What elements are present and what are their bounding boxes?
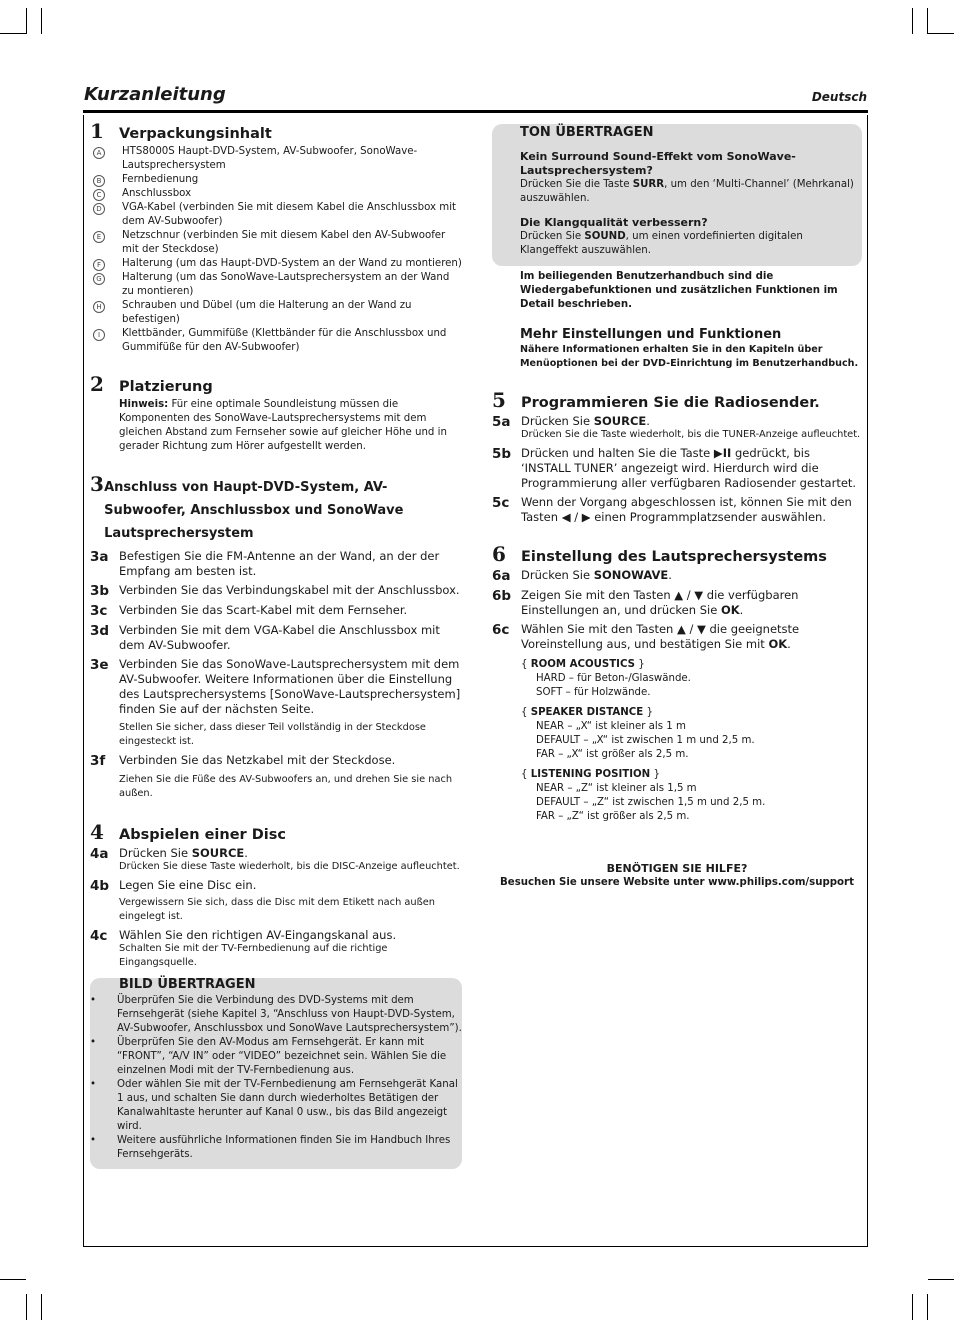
section-5-header xyxy=(492,388,862,412)
text: Wählen Sie mit den Tasten ▲ / ▼ die geeignetste Voreinstellung aus, und bestätigen Sie mit xyxy=(521,622,800,651)
step-number: 5c xyxy=(492,495,510,511)
step-number: 3e xyxy=(90,657,109,673)
placement-hint xyxy=(119,398,462,454)
text: , um den ‘Multi-Channel’ (Mehrkanal) auszuwählen. xyxy=(520,179,854,204)
step xyxy=(90,878,462,894)
picture-tips-list xyxy=(90,994,462,1162)
item-marker: C xyxy=(93,189,105,201)
option-name: ROOM ACOUSTICS xyxy=(530,659,635,670)
option-value: HARD – für Beton-/Glaswände. xyxy=(536,673,691,684)
section-1-header xyxy=(90,119,462,143)
step-note: Drücken Sie die Taste wiederholt, bis die TUNER-Anzeige aufleuchtet. xyxy=(521,429,861,440)
option-value: SOFT – für Holzwände. xyxy=(536,687,651,698)
list-item xyxy=(90,173,462,187)
step xyxy=(492,568,862,584)
step xyxy=(90,603,462,619)
section-number: 4 xyxy=(90,820,104,844)
section-title: Abspielen einer Disc xyxy=(119,827,286,843)
list-item xyxy=(90,327,462,355)
crop-mark xyxy=(927,8,928,34)
item-text: Anschlussbox xyxy=(122,188,192,199)
connection-steps xyxy=(90,549,462,801)
list-item xyxy=(90,257,462,271)
option-group xyxy=(521,658,862,700)
item-text: Überprüfen Sie die Verbindung des DVD-Systems mit dem Fernsehgerät (siehe Kapitel 3, “Anschluss von Haupt-DVD-System, AV-Subwoofer, Anschlussbox und SonoWave Lautsprechersystem”). xyxy=(117,995,462,1034)
key-label: SOUND xyxy=(584,231,626,242)
step-text xyxy=(521,446,862,491)
brace: { xyxy=(521,769,531,780)
question: Kein Surround Sound-Effekt vom SonoWave-Lautsprechersystem? xyxy=(520,150,796,177)
option-value: FAR – „Z“ ist größer als 2,5 m. xyxy=(536,811,690,822)
list-item xyxy=(90,1036,462,1078)
box-title: TON ÜBERTRAGEN xyxy=(520,125,654,140)
brace: { xyxy=(521,659,531,670)
step-text: Verbinden Sie das Verbindungskabel mit der Anschlussbox. xyxy=(119,583,460,597)
help-text: Besuchen Sie unsere Website unter www.philips.com/support xyxy=(500,877,854,888)
bullet: • xyxy=(90,995,97,1006)
step-number: 6b xyxy=(492,588,512,604)
option-value: FAR – „X“ ist größer als 2,5 m. xyxy=(536,749,689,760)
step-text: Wählen Sie den richtigen AV-Eingangskanal aus. xyxy=(119,928,397,942)
text: Zeigen Sie mit den Tasten ▲ / ▼ die verfügbaren Einstellungen an, und drücken Sie xyxy=(521,588,799,617)
item-marker: D xyxy=(93,203,105,215)
item-text: Schrauben und Dübel (um die Halterung an der Wand zu befestigen) xyxy=(122,300,412,325)
item-text: Halterung (um das Haupt-DVD-System an der Wand zu montieren) xyxy=(122,258,462,269)
step xyxy=(492,495,862,525)
key-label: SOURCE xyxy=(191,846,245,860)
option-value: NEAR – „X“ ist kleiner als 1 m xyxy=(536,721,686,732)
brace: } xyxy=(643,707,653,718)
item-marker: B xyxy=(93,175,105,187)
step-note: Vergewissern Sie sich, dass die Disc mit dem Etikett nach außen eingelegt ist. xyxy=(119,897,436,922)
option-name: LISTENING POSITION xyxy=(530,769,651,780)
step-number: 3d xyxy=(90,623,110,639)
step-note: Schalten Sie mit der TV-Fernbedienung auf die richtige Eingangsquelle. xyxy=(119,943,388,968)
text: , um einen vordefinierten digitalen Klangeffekt auszuwählen. xyxy=(520,231,803,256)
section-number: 5 xyxy=(492,388,506,412)
step-number: 3f xyxy=(90,753,106,769)
text: Drücken und halten Sie die Taste xyxy=(521,446,714,460)
item-text: VGA-Kabel (verbinden Sie mit diesem Kabel die Anschlussbox mit dem AV-Subwoofer) xyxy=(122,202,457,227)
hint-text: Für eine optimale Soundleistung müssen die Komponenten des SonoWave-Lautsprechersystems mit dem gleichen Abstand zum Fernseher sowie auf gleicher Höhe und in gerader Richtung zum Hörer aufgestellt werden. xyxy=(119,399,447,452)
brace: { xyxy=(521,707,531,718)
step-number: 3c xyxy=(90,603,108,619)
text: Drücken Sie xyxy=(119,846,192,860)
item-marker: H xyxy=(93,301,105,313)
step-text: Verbinden Sie das SonoWave-Lautsprechersystem mit dem AV-Subwoofer. Weitere Informationen über die Einstellung des Lautsprechersystems [SonoWave-Lautsprechersystem] finden Sie auf der nächsten Seite. xyxy=(119,657,461,716)
item-text: Überprüfen Sie den AV-Modus am Fernsehgerät. Er kann mit “FRONT”, “A/V IN” oder “VIDEO” bezeichnet sein. Wählen Sie die einzelnen Modi mit der TV-Fernbedienung aus. xyxy=(117,1037,447,1076)
section-number: 1 xyxy=(90,119,104,143)
crop-mark xyxy=(928,1279,954,1280)
option-group-title xyxy=(521,768,862,782)
step xyxy=(492,588,862,618)
item-marker: I xyxy=(93,329,105,341)
package-contents-list xyxy=(90,145,462,355)
text: Drücken Sie xyxy=(520,231,585,242)
more-settings-text: Nähere Informationen erhalten Sie in den Kapiteln über Menüoptionen bei der DVD-Einrichtung im Benutzerhandbuch. xyxy=(520,344,859,369)
crop-mark xyxy=(41,1294,42,1320)
list-item xyxy=(90,299,462,327)
option-value: DEFAULT – „Z“ ist zwischen 1,5 m und 2,5 m. xyxy=(536,797,766,808)
step-number: 5a xyxy=(492,414,511,430)
step xyxy=(90,753,462,769)
step-number: 5b xyxy=(492,446,512,462)
step-text xyxy=(521,568,672,584)
key-label: OK xyxy=(720,603,740,617)
step-text: Befestigen Sie die FM-Antenne an der Wand, an der der Empfang am besten ist. xyxy=(119,549,440,578)
section-3-header xyxy=(90,472,462,545)
crop-mark xyxy=(927,1294,928,1320)
option-group-title xyxy=(521,706,862,720)
section-title: Einstellung des Lautsprechersystems xyxy=(521,549,827,565)
item-text: Klettbänder, Gummifüße (Klettbänder für die Anschlussbox und Gummifüße für den AV-Subwoofer) xyxy=(122,328,447,353)
crop-mark xyxy=(0,1279,26,1280)
item-marker: A xyxy=(93,147,105,159)
item-text: Weitere ausführliche Informationen finden Sie im Handbuch Ihres Fernsehgeräts. xyxy=(117,1135,451,1160)
crop-mark xyxy=(0,33,26,34)
step-number: 4b xyxy=(90,878,110,894)
language-label: Deutsch xyxy=(811,90,867,104)
section-title: Verpackungsinhalt xyxy=(119,126,272,142)
step-number: 3a xyxy=(90,549,109,565)
list-item xyxy=(90,271,462,299)
list-item xyxy=(90,994,462,1036)
section-number: 6 xyxy=(492,542,506,566)
item-text: Fernbedienung xyxy=(122,174,199,185)
option-group-title xyxy=(521,658,862,672)
text: . xyxy=(646,414,650,428)
page-title: Kurzanleitung xyxy=(84,84,226,105)
text: Drücken Sie die Taste xyxy=(520,179,633,190)
sound-troubleshooting-box xyxy=(492,124,862,266)
option-value: NEAR – „Z“ ist kleiner als 1,5 m xyxy=(536,783,697,794)
manual-info: Im beiliegenden Benutzerhandbuch sind die Wiedergabefunktionen und zusätzlichen Funktionen im Detail beschrieben. xyxy=(520,271,838,310)
left-column xyxy=(90,119,462,1169)
section-title: Programmieren Sie die Radiosender. xyxy=(521,395,820,411)
step xyxy=(90,657,462,717)
step xyxy=(90,623,462,653)
list-item xyxy=(90,1078,462,1134)
list-item xyxy=(90,1134,462,1162)
item-text: HTS8000S Haupt-DVD-System, AV-Subwoofer, SonoWave-Lautsprechersystem xyxy=(122,146,418,171)
option-value: DEFAULT – „X“ ist zwischen 1 m und 2,5 m. xyxy=(536,735,755,746)
more-settings-title: Mehr Einstellungen und Funktionen xyxy=(520,327,782,342)
section-title: Anschluss von Haupt-DVD-System, AV-Subwoofer, Anschlussbox und SonoWave Lautsprechersystem xyxy=(104,480,404,541)
help-title: BENÖTIGEN SIE HILFE? xyxy=(606,862,748,875)
key-label: SURR xyxy=(632,179,665,190)
box-title: BILD ÜBERTRAGEN xyxy=(119,977,256,992)
step-number: 3b xyxy=(90,583,110,599)
text: Drücken Sie xyxy=(521,414,594,428)
question: Die Klangqualität verbessern? xyxy=(520,216,708,229)
list-item xyxy=(90,187,462,201)
item-text: Netzschnur (verbinden Sie mit diesem Kabel den AV-Subwoofer mit der Steckdose) xyxy=(122,230,446,255)
hint-label: Hinweis: xyxy=(119,399,169,410)
step-note: Ziehen Sie die Füße des AV-Subwoofers an, und drehen Sie sie nach außen. xyxy=(119,774,453,799)
text: . xyxy=(787,637,791,651)
step-number: 4a xyxy=(90,846,109,862)
option-name: SPEAKER DISTANCE xyxy=(530,707,644,718)
section-number: 2 xyxy=(90,372,104,396)
item-text: Halterung (um das SonoWave-Lautsprechersystem an der Wand zu montieren) xyxy=(122,272,450,297)
step xyxy=(90,583,462,599)
list-item xyxy=(90,201,462,229)
crop-mark xyxy=(912,1294,913,1320)
step-number: 6c xyxy=(492,622,510,638)
crop-mark xyxy=(41,8,42,34)
key-label: SOURCE xyxy=(593,414,647,428)
brace: } xyxy=(650,769,660,780)
item-marker: G xyxy=(93,273,105,285)
bullet: • xyxy=(90,1135,97,1146)
option-group xyxy=(521,768,862,824)
option-group xyxy=(521,706,862,762)
step-text: Wenn der Vorgang abgeschlossen ist, können Sie mit den Tasten ◀ / ▶ einen Programmplatzsender auswählen. xyxy=(521,495,852,524)
step-text xyxy=(521,588,862,618)
step-number: 6a xyxy=(492,568,511,584)
step-text: Verbinden Sie das Netzkabel mit der Steckdose. xyxy=(119,753,396,767)
crop-mark xyxy=(26,8,27,34)
section-number: 3 xyxy=(90,472,104,496)
answer xyxy=(520,230,854,258)
right-column xyxy=(492,124,862,890)
text: Drücken Sie xyxy=(521,568,594,582)
list-item xyxy=(90,229,462,257)
play-pause-key: ▶II xyxy=(713,446,732,460)
step xyxy=(90,549,462,579)
speaker-options xyxy=(492,658,862,824)
step-note: Drücken Sie diese Taste wiederholt, bis die DISC-Anzeige aufleuchtet. xyxy=(119,861,460,872)
crop-mark xyxy=(912,8,913,34)
step-text: Verbinden Sie mit dem VGA-Kabel die Anschlussbox mit dem AV-Subwoofer. xyxy=(119,623,440,652)
bullet: • xyxy=(90,1079,97,1090)
list-item xyxy=(90,145,462,173)
item-marker: E xyxy=(93,231,105,243)
step xyxy=(492,446,862,491)
answer xyxy=(520,178,854,206)
section-6-header xyxy=(492,542,862,566)
step-text: Legen Sie eine Disc ein. xyxy=(119,878,257,892)
step-number: 4c xyxy=(90,928,108,944)
brace: } xyxy=(634,659,645,670)
text: . xyxy=(244,846,248,860)
text: gedrückt, bis ‘INSTALL TUNER’ angezeigt wird. Hierdurch wird die Programmierung aller verfügbaren Radiosender gestartet. xyxy=(521,446,857,490)
text: . xyxy=(739,603,744,617)
bullet: • xyxy=(90,1037,97,1048)
crop-mark xyxy=(26,1294,27,1320)
text: . xyxy=(668,568,672,582)
item-marker: F xyxy=(93,259,105,271)
picture-troubleshooting-box xyxy=(90,978,462,1169)
key-label: SONOWAVE xyxy=(593,568,669,582)
item-text: Oder wählen Sie mit der TV-Fernbedienung am Fernsehgerät Kanal 1 aus, und schalten Sie dann durch wiederholtes Betätigen der Kanalwahltaste herunter auf Kanal 0 usw., bis das Bild angezeigt wird. xyxy=(117,1079,458,1132)
step-text: Verbinden Sie das Scart-Kabel mit dem Fernseher. xyxy=(119,603,408,617)
section-4-header xyxy=(90,820,462,844)
step xyxy=(492,622,862,652)
section-title: Platzierung xyxy=(119,379,213,395)
key-label: OK xyxy=(768,637,788,651)
crop-mark xyxy=(928,33,954,34)
step-text xyxy=(521,622,862,652)
header-rule xyxy=(83,110,868,113)
section-2-header xyxy=(90,372,462,396)
step-note: Stellen Sie sicher, dass dieser Teil vollständig in der Steckdose eingesteckt ist. xyxy=(119,722,426,747)
